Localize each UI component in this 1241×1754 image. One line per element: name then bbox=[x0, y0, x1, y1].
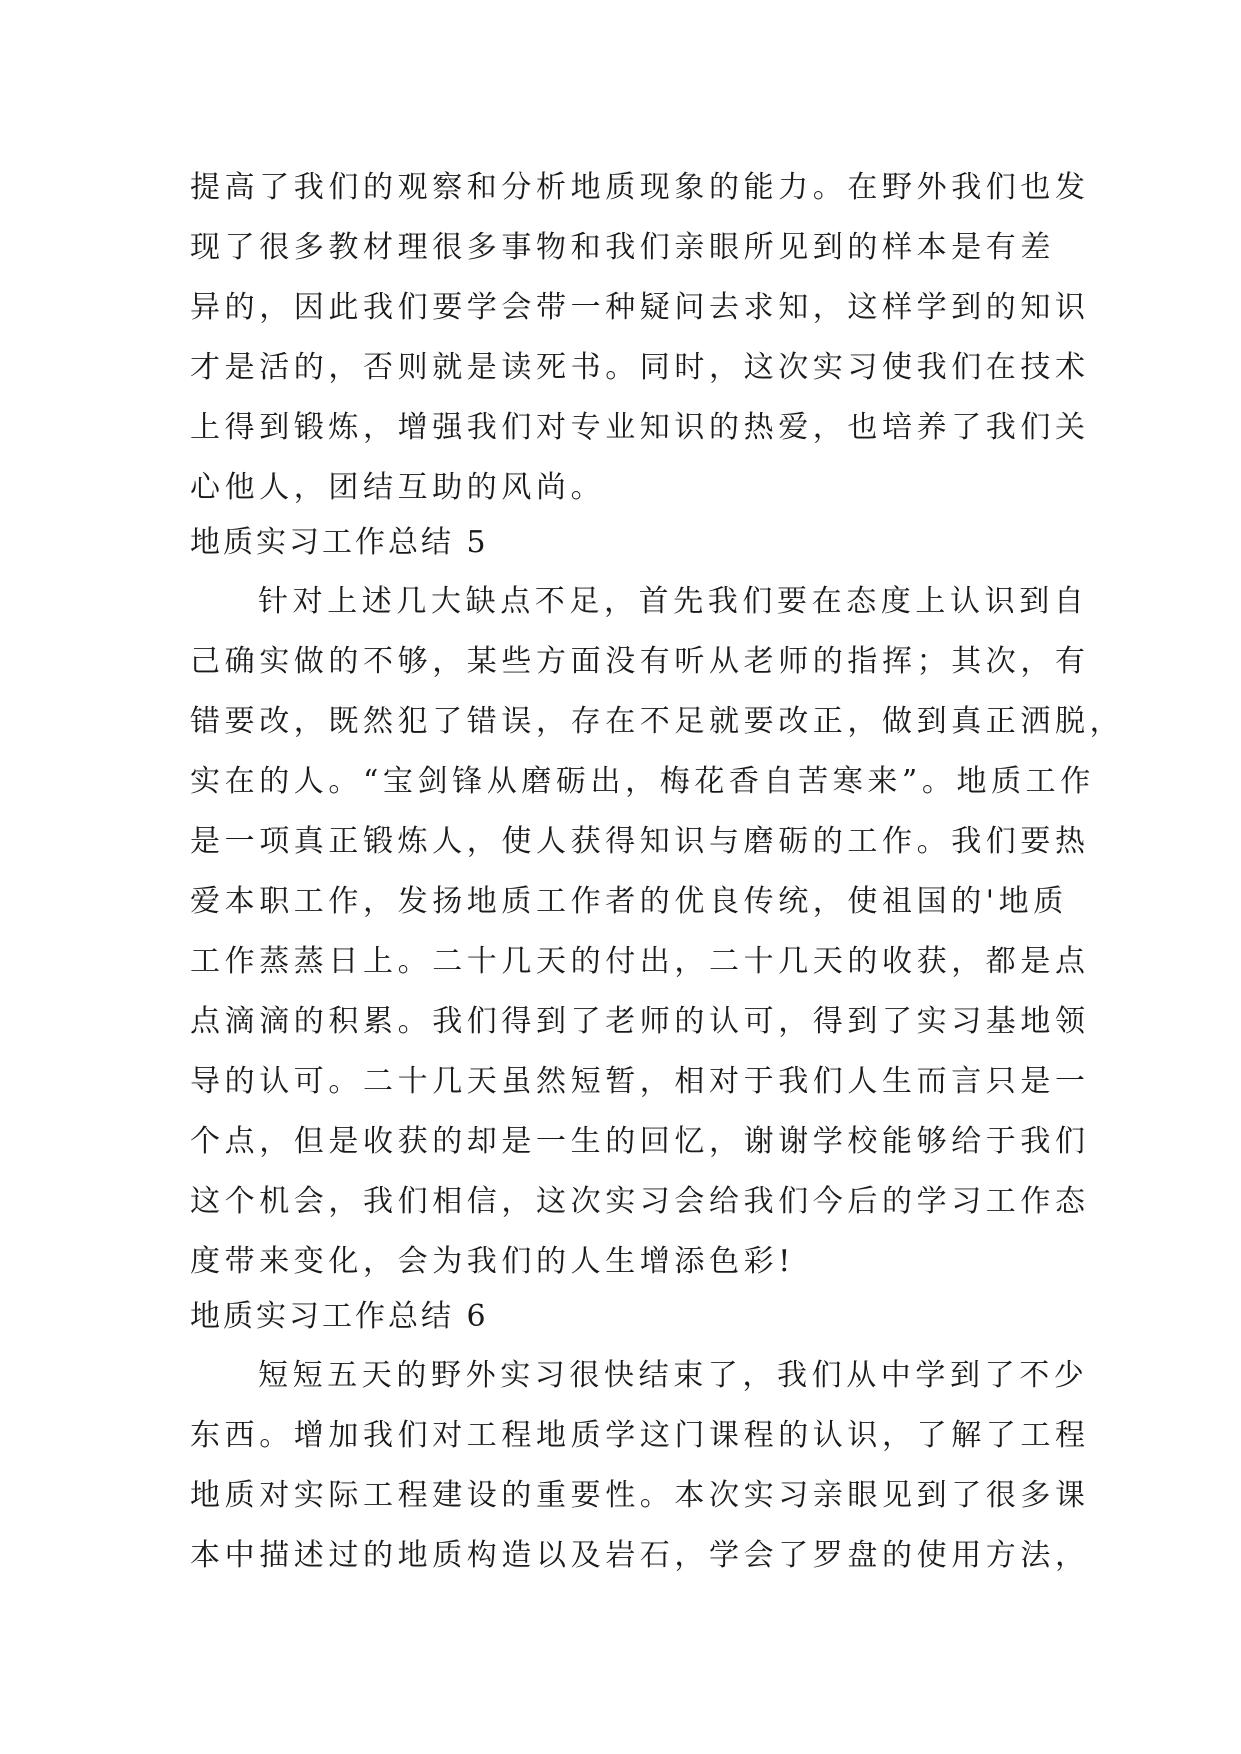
paragraph-line: 短短五天的野外实习很快结束了，我们从中学到了不少 bbox=[258, 1358, 1089, 1393]
paragraph-line: 爱本职工作，发扬地质工作者的优良传统，使祖国的'地质 bbox=[190, 884, 1068, 919]
paragraph-line: 上得到锻炼，增强我们对专业知识的热爱，也培养了我们关 bbox=[190, 410, 1090, 445]
paragraph-line: 工作蒸蒸日上。二十几天的付出，二十几天的收获，都是点 bbox=[190, 944, 1090, 979]
paragraph-line: 提高了我们的观察和分析地质现象的能力。在野外我们也发 bbox=[190, 170, 1090, 205]
section-5-paragraph bbox=[190, 572, 1125, 1292]
paragraph-line: 个点，但是收获的却是一生的回忆，谢谢学校能够给于我们 bbox=[190, 1124, 1090, 1159]
document-body bbox=[190, 158, 1125, 1586]
section-heading-6: 地质实习工作总结 6 bbox=[190, 1299, 489, 1334]
paragraph-line: 错要改，既然犯了错误，存在不足就要改正，做到真正洒脱， bbox=[190, 704, 1125, 739]
paragraph-line: 己确实做的不够，某些方面没有听从老师的指挥；其次，有 bbox=[190, 644, 1090, 679]
paragraph-line: 实在的人。“宝剑锋从磨砺出，梅花香自苦寒来”。地质工作 bbox=[190, 764, 1095, 799]
paragraph-line: 针对上述几大缺点不足，首先我们要在态度上认识到自 bbox=[258, 584, 1089, 619]
paragraph-line: 异的，因此我们要学会带一种疑问去求知，这样学到的知识 bbox=[190, 290, 1090, 325]
paragraph-line: 是一项真正锻炼人，使人获得知识与磨砺的工作。我们要热 bbox=[190, 824, 1090, 859]
paragraph-line: 东西。增加我们对工程地质学这门课程的认识，了解了工程 bbox=[190, 1418, 1090, 1453]
paragraph-line: 这个机会，我们相信，这次实习会给我们今后的学习工作态 bbox=[190, 1184, 1090, 1219]
paragraph-line: 心他人，团结互助的风尚。 bbox=[190, 470, 606, 505]
paragraph-line: 度带来变化，会为我们的人生增添色彩! bbox=[190, 1244, 795, 1279]
paragraph-line: 地质对实际工程建设的重要性。本次实习亲眼见到了很多课 bbox=[190, 1478, 1090, 1513]
intro-paragraph bbox=[190, 158, 1090, 518]
paragraph-line: 本中描述过的地质构造以及岩石，学会了罗盘的使用方法， bbox=[190, 1538, 1090, 1573]
section-6-paragraph bbox=[190, 1346, 1090, 1586]
paragraph-line: 现了很多教材理很多事物和我们亲眼所见到的样本是有差 bbox=[190, 230, 1055, 265]
paragraph-line: 才是活的，否则就是读死书。同时，这次实习使我们在技术 bbox=[190, 350, 1090, 385]
section-heading-5: 地质实习工作总结 5 bbox=[190, 525, 489, 560]
paragraph-line: 点滴滴的积累。我们得到了老师的认可，得到了实习基地领 bbox=[190, 1004, 1090, 1039]
paragraph-line: 导的认可。二十几天虽然短暂，相对于我们人生而言只是一 bbox=[190, 1064, 1090, 1099]
